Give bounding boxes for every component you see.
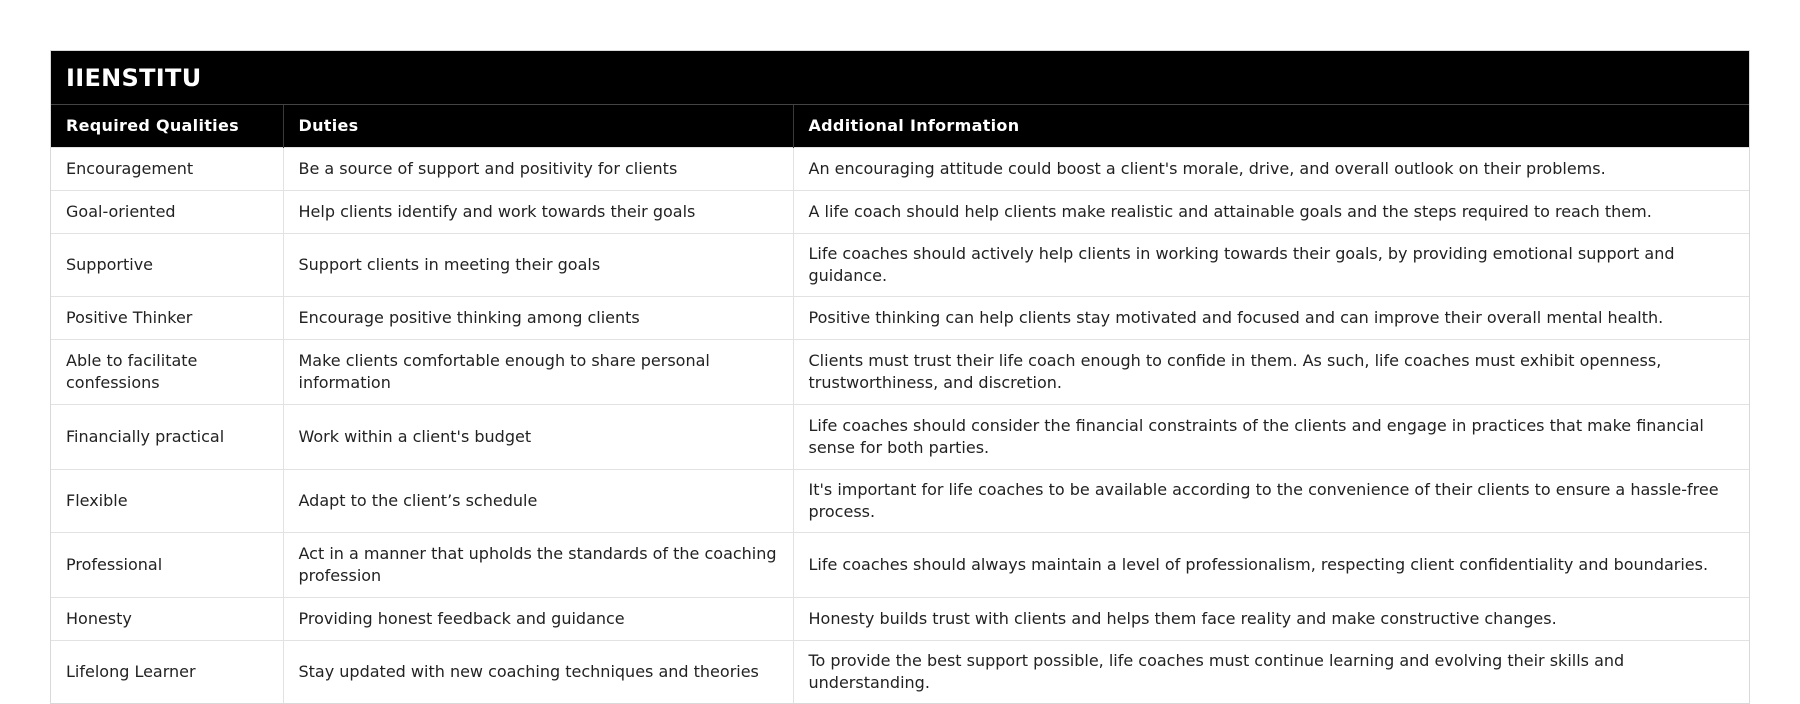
quality-cell: Financially practical bbox=[51, 404, 283, 469]
header-duties: Duties bbox=[283, 105, 793, 147]
info-cell: Honesty builds trust with clients and helps them face reality and make constructive changes. bbox=[793, 597, 1749, 640]
info-cell: Life coaches should always maintain a level of professionalism, respecting client confidentiality and boundaries. bbox=[793, 532, 1749, 597]
duty-cell: Act in a manner that upholds the standards of the coaching profession bbox=[283, 532, 793, 597]
quality-cell: Professional bbox=[51, 532, 283, 597]
duty-cell: Encourage positive thinking among clients bbox=[283, 296, 793, 339]
table-header-row bbox=[51, 105, 1749, 147]
header-required-qualities: Required Qualities bbox=[51, 105, 283, 147]
info-cell: Clients must trust their life coach enough to confide in them. As such, life coaches must exhibit openness, trustworthiness, and discretion. bbox=[793, 339, 1749, 404]
info-cell: An encouraging attitude could boost a client's morale, drive, and overall outlook on their problems. bbox=[793, 147, 1749, 190]
table-row bbox=[51, 532, 1749, 597]
duty-cell: Support clients in meeting their goals bbox=[283, 233, 793, 296]
table-row bbox=[51, 147, 1749, 190]
info-cell: Life coaches should actively help clients in working towards their goals, by providing emotional support and guidance. bbox=[793, 233, 1749, 296]
table-row bbox=[51, 597, 1749, 640]
table-row bbox=[51, 469, 1749, 532]
duty-cell: Providing honest feedback and guidance bbox=[283, 597, 793, 640]
table-row bbox=[51, 339, 1749, 404]
quality-cell: Goal-oriented bbox=[51, 190, 283, 233]
info-cell: To provide the best support possible, life coaches must continue learning and evolving their skills and understanding. bbox=[793, 640, 1749, 703]
info-cell: Positive thinking can help clients stay motivated and focused and can improve their overall mental health. bbox=[793, 296, 1749, 339]
header-additional-information: Additional Information bbox=[793, 105, 1749, 147]
duty-cell: Work within a client's budget bbox=[283, 404, 793, 469]
quality-cell: Honesty bbox=[51, 597, 283, 640]
quality-cell: Flexible bbox=[51, 469, 283, 532]
quality-cell: Able to facilitate confessions bbox=[51, 339, 283, 404]
table-row bbox=[51, 640, 1749, 703]
duty-cell: Help clients identify and work towards their goals bbox=[283, 190, 793, 233]
brand-title: IIENSTITU bbox=[51, 51, 1749, 105]
duty-cell: Adapt to the client’s schedule bbox=[283, 469, 793, 532]
quality-cell: Positive Thinker bbox=[51, 296, 283, 339]
duty-cell: Stay updated with new coaching techniques and theories bbox=[283, 640, 793, 703]
duty-cell: Be a source of support and positivity for clients bbox=[283, 147, 793, 190]
table-row bbox=[51, 190, 1749, 233]
table-row bbox=[51, 233, 1749, 296]
qualities-table bbox=[51, 105, 1749, 703]
duty-cell: Make clients comfortable enough to share personal information bbox=[283, 339, 793, 404]
info-cell: Life coaches should consider the financial constraints of the clients and engage in practices that make financial sense for both parties. bbox=[793, 404, 1749, 469]
qualities-table-container bbox=[50, 50, 1750, 704]
info-cell: It's important for life coaches to be available according to the convenience of their clients to ensure a hassle-free process. bbox=[793, 469, 1749, 532]
table-row bbox=[51, 404, 1749, 469]
info-cell: A life coach should help clients make realistic and attainable goals and the steps required to reach them. bbox=[793, 190, 1749, 233]
table-row bbox=[51, 296, 1749, 339]
quality-cell: Lifelong Learner bbox=[51, 640, 283, 703]
quality-cell: Encouragement bbox=[51, 147, 283, 190]
quality-cell: Supportive bbox=[51, 233, 283, 296]
